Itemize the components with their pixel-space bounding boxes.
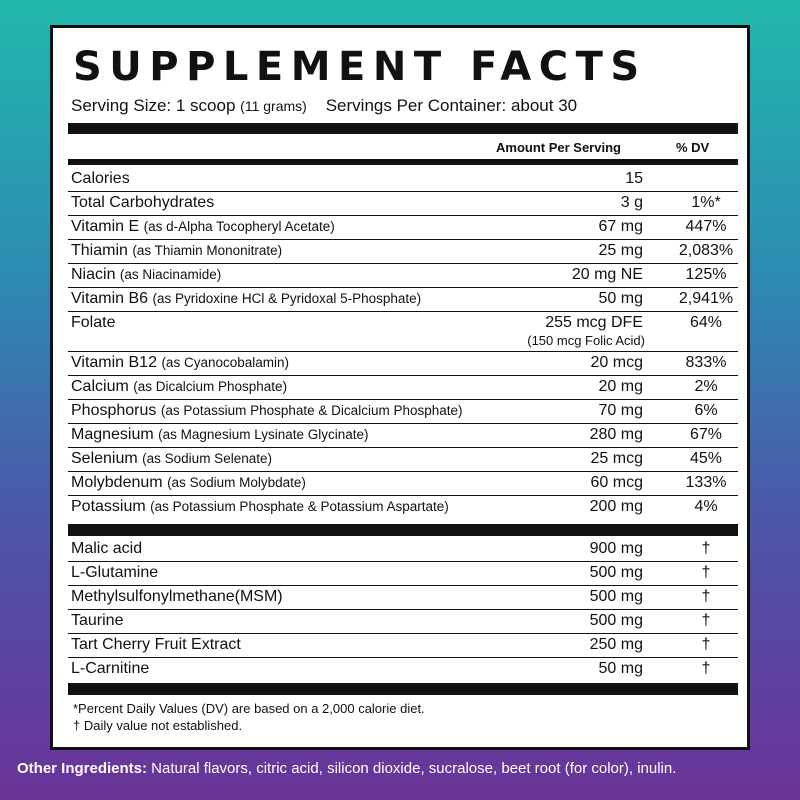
nutrient-row xyxy=(68,312,738,352)
nutrient-amount: 255 mcg DFE xyxy=(545,314,643,331)
supplement-facts-panel xyxy=(50,25,750,750)
nutrient-name xyxy=(71,354,289,372)
nutrient-dv: 45% xyxy=(689,450,723,467)
nutrient-name xyxy=(71,426,369,444)
nutrient-source: (as d-Alpha Tocopheryl Acetate) xyxy=(143,219,335,234)
other-amount: 250 mg xyxy=(589,636,643,653)
nutrient-name-text: Vitamin B12 xyxy=(71,354,157,371)
other-name: Tart Cherry Fruit Extract xyxy=(71,636,241,653)
nutrient-name xyxy=(71,290,421,308)
nutrient-row xyxy=(68,192,738,216)
nutrient-name xyxy=(71,378,287,396)
other-dv: † xyxy=(701,540,711,557)
nutrient-source: (as Niacinamide) xyxy=(119,267,222,282)
nutrient-name xyxy=(71,498,449,516)
nutrient-dv: 64% xyxy=(689,314,723,331)
nutrient-amount: 200 mg xyxy=(589,498,643,515)
nutrient-name xyxy=(71,194,214,212)
nutrient-name xyxy=(71,170,130,188)
nutrient-amount: 15 xyxy=(625,170,643,187)
other-dv: † xyxy=(701,636,711,653)
other-row xyxy=(68,538,738,562)
nutrient-row xyxy=(68,352,738,376)
other-row xyxy=(68,658,738,682)
other-amount: 50 mg xyxy=(598,660,643,677)
other-dv: † xyxy=(701,660,711,677)
nutrient-name xyxy=(71,474,306,492)
nutrient-row xyxy=(68,424,738,448)
other-row xyxy=(68,562,738,586)
nutrient-row xyxy=(68,376,738,400)
panel-title: SUPPLEMENT FACTS xyxy=(73,44,647,90)
nutrient-name xyxy=(71,314,115,332)
other-name: L-Glutamine xyxy=(71,564,159,581)
nutrient-name xyxy=(71,266,221,284)
nutrient-amount: 3 g xyxy=(620,194,643,211)
nutrient-dv: 125% xyxy=(685,266,727,283)
nutrient-name-text: Molybdenum xyxy=(71,474,163,491)
nutrient-dv: 833% xyxy=(685,354,727,371)
nutrient-amount: 60 mcg xyxy=(590,474,643,491)
footnote-dagger: † Daily value not established. xyxy=(73,718,243,733)
nutrient-source: (as Dicalcium Phosphate) xyxy=(133,379,288,394)
nutrient-amount: 20 mcg xyxy=(590,354,643,371)
section-divider xyxy=(68,524,738,536)
nutrient-name-text: Folate xyxy=(71,314,116,331)
other-name: Malic acid xyxy=(71,540,143,557)
nutrient-amount: 50 mg xyxy=(598,290,643,307)
other-name: Methylsulfonylmethane(MSM) xyxy=(71,588,283,605)
nutrient-name-text: Thiamin xyxy=(71,242,128,259)
nutrient-source: (as Thiamin Mononitrate) xyxy=(132,243,283,258)
nutrient-amount-note: (150 mcg Folic Acid) xyxy=(527,333,645,348)
nutrient-source: (as Pyridoxine HCl & Pyridoxal 5-Phosphate) xyxy=(152,291,422,306)
servings-value: about 30 xyxy=(510,96,578,115)
thick-divider-bottom xyxy=(68,683,738,695)
servings-label: Servings Per Container: xyxy=(325,96,507,115)
nutrient-name-text: Magnesium xyxy=(71,426,154,443)
other-row xyxy=(68,586,738,610)
other-name: L-Carnitine xyxy=(71,660,150,677)
serving-grams: (11 grams) xyxy=(240,98,307,114)
nutrient-row xyxy=(68,216,738,240)
serving-info xyxy=(71,96,577,116)
other-ingredients-text: Natural flavors, citric acid, silicon dioxide, sucralose, beet root (for color), inulin. xyxy=(147,760,677,777)
nutrient-row xyxy=(68,240,738,264)
nutrient-dv: 67% xyxy=(689,426,723,443)
nutrient-dv: 2% xyxy=(694,378,718,395)
nutrient-amount: 25 mg xyxy=(598,242,643,259)
nutrient-source: (as Potassium Phosphate & Potassium Aspartate) xyxy=(150,499,449,514)
other-ingredients-label: Other Ingredients: xyxy=(17,760,148,777)
other-row xyxy=(68,610,738,634)
nutrient-amount: 20 mg NE xyxy=(571,266,643,283)
nutrient-amount: 20 mg xyxy=(598,378,643,395)
nutrient-name-text: Selenium xyxy=(71,450,138,467)
amount-header: Amount Per Serving xyxy=(496,140,621,155)
other-amount: 500 mg xyxy=(589,564,643,581)
other-row xyxy=(68,634,738,658)
nutrient-amount: 280 mg xyxy=(589,426,643,443)
nutrient-name-text: Niacin xyxy=(71,266,116,283)
dv-header: % DV xyxy=(676,140,710,155)
nutrient-source: (as Potassium Phosphate & Dicalcium Phosphate) xyxy=(160,403,463,418)
other-amount: 500 mg xyxy=(589,588,643,605)
nutrient-name-text: Vitamin E xyxy=(71,218,140,235)
nutrient-source: (as Sodium Selenate) xyxy=(142,451,272,466)
other-name: Taurine xyxy=(71,612,124,629)
nutrient-dv: 133% xyxy=(685,474,727,491)
nutrient-row xyxy=(68,264,738,288)
nutrient-source: (as Cyanocobalamin) xyxy=(161,355,289,370)
nutrient-name xyxy=(71,242,282,260)
other-amount: 500 mg xyxy=(589,612,643,629)
other-dv: † xyxy=(701,588,711,605)
nutrient-name xyxy=(71,402,463,420)
nutrient-row xyxy=(68,168,738,192)
footnote-dv: *Percent Daily Values (DV) are based on a 2,000 calorie diet. xyxy=(73,701,425,716)
nutrient-row xyxy=(68,472,738,496)
nutrient-name-text: Vitamin B6 xyxy=(71,290,149,307)
thick-divider-top xyxy=(68,123,738,134)
nutrient-row xyxy=(68,288,738,312)
nutrient-amount: 67 mg xyxy=(598,218,643,235)
nutrient-dv: 1%* xyxy=(691,194,721,211)
nutrient-dv: 447% xyxy=(685,218,727,235)
nutrient-name-text: Total Carbohydrates xyxy=(71,194,215,211)
nutrient-row xyxy=(68,496,738,520)
nutrient-dv: 2,083% xyxy=(678,242,734,259)
header-divider xyxy=(68,159,738,165)
other-ingredients xyxy=(17,760,676,777)
nutrient-source: (as Magnesium Lysinate Glycinate) xyxy=(158,427,369,442)
nutrient-dv: 2,941% xyxy=(678,290,734,307)
nutrient-name-text: Potassium xyxy=(71,498,146,515)
other-dv: † xyxy=(701,564,711,581)
nutrient-name-text: Calcium xyxy=(71,378,129,395)
nutrient-row xyxy=(68,400,738,424)
nutrient-dv: 4% xyxy=(694,498,718,515)
nutrient-name xyxy=(71,450,272,468)
nutrient-name-text: Calories xyxy=(71,170,130,187)
serving-size: Serving Size: 1 scoop xyxy=(71,96,236,115)
nutrient-name-text: Phosphorus xyxy=(71,402,157,419)
other-amount: 900 mg xyxy=(589,540,643,557)
nutrient-amount: 70 mg xyxy=(598,402,643,419)
other-dv: † xyxy=(701,612,711,629)
nutrient-dv: 6% xyxy=(694,402,718,419)
nutrient-amount: 25 mcg xyxy=(590,450,643,467)
nutrient-source: (as Sodium Molybdate) xyxy=(167,475,306,490)
nutrient-row xyxy=(68,448,738,472)
nutrient-name xyxy=(71,218,335,236)
